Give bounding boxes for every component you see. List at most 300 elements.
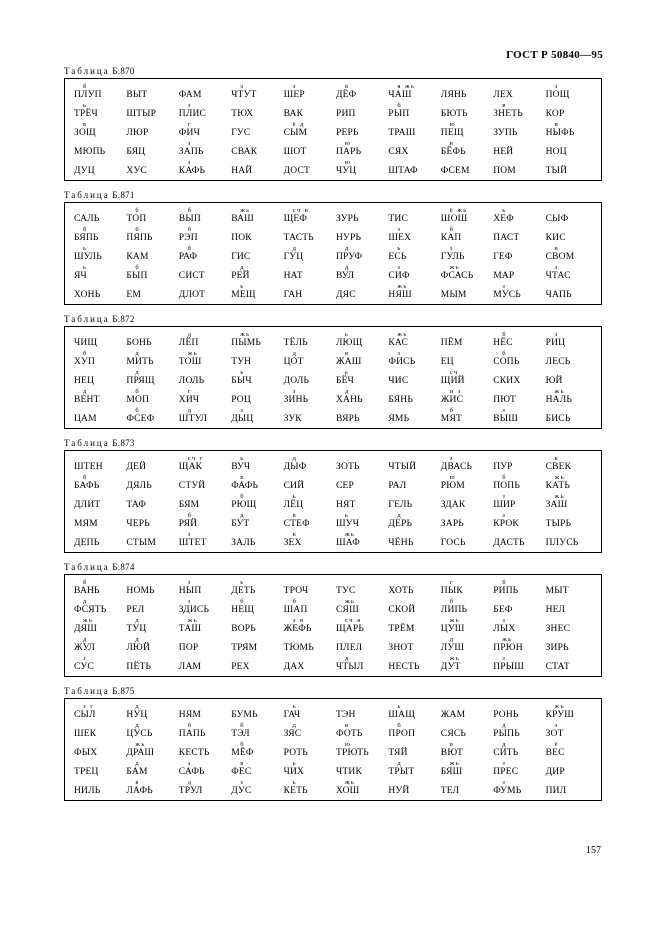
pronunciation-superscript: сч в: [292, 207, 310, 214]
table-row: [71, 722, 595, 741]
syllable-word: ПЫК: [440, 586, 463, 596]
syllable-word: РЕРЬ: [336, 128, 359, 138]
table-label: [64, 686, 602, 696]
table-label-word: Таблица: [64, 438, 110, 448]
word-cell: [543, 369, 595, 388]
syllable-word: РЕЛ: [126, 605, 145, 615]
word-cell: [281, 598, 333, 617]
syllable-word: ВУЧ: [231, 462, 251, 472]
syllable-word: ЛЫХ: [493, 624, 516, 634]
word-cell: [333, 245, 385, 264]
syllable-word: ШЕР: [283, 90, 305, 100]
pronunciation-superscript: д: [292, 722, 298, 729]
syllable-word: ФСАСЬ: [440, 271, 474, 281]
syllable-word: ФЫХ: [74, 748, 98, 758]
syllable-word: ШТЕН: [74, 462, 103, 472]
syllable-word: ЕСЬ: [388, 252, 407, 262]
syllable-word: ЛУШ: [440, 643, 465, 653]
pronunciation-superscript: [74, 369, 123, 376]
word-cell: [123, 531, 175, 550]
syllable-word: РЫП: [388, 109, 410, 119]
pronunciation-superscript: д: [135, 703, 141, 710]
word-cell: [333, 350, 385, 369]
word-cell: [71, 264, 123, 283]
word-cell: [228, 331, 280, 350]
syllable-word: ТРАШ: [388, 128, 416, 138]
word-cell: [123, 512, 175, 531]
word-cell: [490, 741, 542, 760]
syllable-word: ТОШ: [178, 357, 202, 367]
word-cell: [438, 83, 490, 102]
word-cell: [333, 207, 385, 226]
word-cell: [490, 579, 542, 598]
pronunciation-superscript: [388, 474, 437, 481]
pronunciation-superscript: б: [187, 226, 193, 233]
word-cell: [543, 159, 595, 178]
table-label-word: Таблица: [64, 562, 110, 572]
word-cell: [123, 140, 175, 159]
table-row: [71, 350, 595, 369]
word-cell: [71, 636, 123, 655]
syllable-word: МЯТ: [440, 414, 462, 424]
pronunciation-superscript: з: [502, 512, 507, 519]
word-cell: [71, 207, 123, 226]
word-cell: [123, 207, 175, 226]
word-cell: [333, 598, 385, 617]
syllable-word: БЕФ: [493, 605, 513, 615]
word-cell: [71, 760, 123, 779]
syllable-word: ХАНЬ: [336, 395, 363, 405]
syllable-word: ПУР: [493, 462, 513, 472]
syllable-word: ТРЕЦ: [74, 767, 99, 777]
table-number: Б.870: [109, 66, 135, 76]
syllable-word: ПОЩ: [545, 90, 570, 100]
syllable-word: РЭП: [178, 233, 198, 243]
syllable-word: ЯЧ: [74, 271, 87, 281]
syllable-word: КЕТЬ: [283, 786, 308, 796]
pronunciation-superscript: [388, 388, 437, 395]
syllable-word: ВАНЬ: [74, 586, 100, 596]
syllable-word: ЗДИСЬ: [178, 605, 210, 615]
word-cell: [438, 159, 490, 178]
pronunciation-superscript: [284, 226, 333, 233]
syllable-word: ДЯЛЬ: [126, 481, 152, 491]
pronunciation-superscript: [493, 388, 542, 395]
syllable-word: ДУС: [231, 786, 252, 796]
word-cell: [281, 264, 333, 283]
word-cell: [176, 350, 228, 369]
syllable-word: ЕЦ: [440, 357, 454, 367]
word-cell: [490, 350, 542, 369]
pronunciation-superscript: з: [554, 331, 559, 338]
pronunciation-superscript: [493, 264, 542, 271]
table-row: [71, 121, 595, 140]
word-cell: [333, 655, 385, 674]
pronunciation-superscript: [74, 455, 123, 462]
word-cell: [490, 369, 542, 388]
pronunciation-superscript: [546, 512, 595, 519]
word-cell: [438, 703, 490, 722]
word-cell: [543, 598, 595, 617]
syllable-word: ШАП: [283, 605, 308, 615]
word-cell: [71, 283, 123, 302]
word-cell: [176, 83, 228, 102]
word-cell: [333, 226, 385, 245]
pronunciation-superscript: д: [292, 350, 298, 357]
syllable-word: СКИХ: [493, 376, 521, 386]
pronunciation-superscript: д: [83, 636, 88, 643]
word-cell: [385, 779, 437, 798]
word-cell: [123, 226, 175, 245]
word-cell: [438, 264, 490, 283]
syllable-word: ТЫЙ: [545, 166, 568, 176]
syllable-word: САЛЬ: [74, 214, 100, 224]
pronunciation-superscript: жь: [502, 636, 513, 643]
pronunciation-superscript: [126, 245, 175, 252]
word-cell: [438, 579, 490, 598]
word-cell: [438, 636, 490, 655]
pronunciation-superscript: г: [187, 121, 192, 128]
syllable-word: ЛОЛЬ: [178, 376, 205, 386]
pronunciation-superscript: э: [292, 83, 297, 90]
word-cell: [333, 264, 385, 283]
syllable-word: РАФ: [178, 252, 198, 262]
word-cell: [543, 283, 595, 302]
table-row: [71, 331, 595, 350]
word-cell: [228, 264, 280, 283]
syllable-word: ЗИНЬ: [283, 395, 309, 405]
syllable-word: РЫПЬ: [493, 729, 520, 739]
syllable-word: ДЯШ: [74, 624, 98, 634]
word-cell: [228, 760, 280, 779]
word-cell: [438, 512, 490, 531]
pronunciation-superscript: [493, 121, 542, 128]
syllable-word: ПРЯЩ: [126, 376, 155, 386]
syllable-word: ТАСТЬ: [283, 233, 314, 243]
syllable-word: ХИЧ: [178, 395, 200, 405]
word-cell: [333, 159, 385, 178]
syllable-word: ЗАЛЬ: [231, 538, 256, 548]
syllable-word: ЧАПЬ: [545, 290, 572, 300]
pronunciation-superscript: [493, 369, 542, 376]
word-cell: [71, 226, 123, 245]
syllable-word: РЮМ: [440, 481, 465, 491]
pronunciation-superscript: б: [83, 226, 88, 233]
pronunciation-superscript: ё д: [292, 121, 305, 128]
pronunciation-superscript: ь: [345, 369, 350, 376]
word-cell: [176, 779, 228, 798]
syllable-word: РОТЬ: [283, 748, 308, 758]
word-cell: [176, 226, 228, 245]
syllable-word: ЧТАС: [545, 271, 571, 281]
pronunciation-superscript: ь: [397, 703, 402, 710]
pronunciation-superscript: ь: [292, 760, 298, 767]
word-cell: [176, 512, 228, 531]
syllable-word: ДЕТЬ: [231, 586, 256, 596]
syllable-word: ПЛИС: [178, 109, 207, 119]
word-cell: [385, 407, 437, 426]
pronunciation-superscript: ь: [292, 493, 298, 500]
pronunciation-superscript: [388, 531, 437, 538]
syllable-word: БЫЧ: [231, 376, 252, 386]
pronunciation-superscript: [126, 531, 175, 538]
pronunciation-superscript: [126, 579, 175, 586]
word-cell: [176, 760, 228, 779]
pronunciation-superscript: з: [240, 407, 245, 414]
word-cell: [281, 226, 333, 245]
pronunciation-superscript: [74, 159, 123, 166]
pronunciation-superscript: [546, 369, 595, 376]
word-cell: [71, 474, 123, 493]
word-cell: [438, 331, 490, 350]
syllable-word: ПИЛ: [545, 786, 567, 796]
syllable-word: РЮЩ: [231, 500, 257, 510]
syllable-word: ХЕФ: [493, 214, 514, 224]
pronunciation-superscript: [546, 579, 595, 586]
pronunciation-superscript: д: [397, 512, 403, 519]
pronunciation-superscript: [126, 102, 175, 109]
pronunciation-superscript: [179, 655, 228, 662]
word-cell: [490, 617, 542, 636]
syllable-word: МЫТ: [545, 586, 569, 596]
word-cell: [490, 407, 542, 426]
pronunciation-superscript: [336, 474, 385, 481]
syllable-word: БЯПЬ: [74, 233, 99, 243]
syllable-word: ЗНОТ: [388, 643, 414, 653]
word-cell: [333, 703, 385, 722]
pronunciation-superscript: ё: [554, 741, 559, 748]
word-cell: [490, 598, 542, 617]
pronunciation-superscript: д: [240, 512, 245, 519]
pronunciation-superscript: з: [187, 102, 192, 109]
pronunciation-superscript: [493, 83, 542, 90]
table-row: [71, 617, 595, 636]
table-row: [71, 207, 595, 226]
word-cell: [281, 283, 333, 302]
pronunciation-superscript: [126, 455, 175, 462]
pronunciation-superscript: б: [449, 598, 455, 605]
syllable-word: ПАПЬ: [178, 729, 206, 739]
syllable-word: ПАРЬ: [336, 147, 362, 157]
word-cell: [490, 264, 542, 283]
syllable-word: ТЮХ: [231, 109, 254, 119]
pronunciation-superscript: [336, 455, 385, 462]
word-cell: [438, 388, 490, 407]
syllable-word: НАТ: [283, 271, 303, 281]
word-cell: [490, 226, 542, 245]
word-cell: [385, 369, 437, 388]
word-cell: [176, 455, 228, 474]
pronunciation-superscript: [231, 350, 280, 357]
word-cell: [176, 264, 228, 283]
syllable-word: ВЫП: [178, 214, 201, 224]
word-cell: [123, 407, 175, 426]
pronunciation-superscript: [388, 598, 437, 605]
syllable-word: ЧИЩ: [74, 338, 98, 348]
syllable-word: РИП: [336, 109, 356, 119]
word-cell: [385, 388, 437, 407]
syllable-word: ПЕЩ: [440, 128, 464, 138]
pronunciation-superscript: в: [449, 140, 455, 147]
word-cell: [385, 455, 437, 474]
syllable-word: РИЦ: [545, 338, 566, 348]
word-cell: [438, 455, 490, 474]
word-cell: [438, 779, 490, 798]
pronunciation-superscript: д: [345, 388, 350, 395]
word-cell: [385, 722, 437, 741]
pronunciation-superscript: [179, 493, 228, 500]
word-cell: [281, 455, 333, 474]
pronunciation-superscript: б: [502, 331, 507, 338]
pronunciation-superscript: сч я: [345, 617, 362, 624]
word-cell: [333, 121, 385, 140]
pronunciation-superscript: [388, 369, 437, 376]
syllable-word: БЫП: [126, 271, 148, 281]
pronunciation-superscript: з: [397, 226, 402, 233]
word-cell: [123, 159, 175, 178]
pronunciation-superscript: жь: [345, 531, 356, 538]
pronunciation-superscript: [231, 617, 280, 624]
pronunciation-superscript: [231, 102, 280, 109]
table-grid: [64, 574, 602, 677]
pronunciation-superscript: [284, 264, 333, 271]
word-cell: [281, 512, 333, 531]
word-cell: [438, 283, 490, 302]
pronunciation-superscript: д: [502, 741, 507, 748]
table-grid: [64, 202, 602, 305]
pronunciation-superscript: ь: [345, 512, 350, 519]
word-cell: [281, 331, 333, 350]
word-cell: [228, 474, 280, 493]
word-cell: [228, 102, 280, 121]
pronunciation-superscript: з г: [83, 703, 95, 710]
syllable-word: ШЕК: [74, 729, 97, 739]
table-row: [71, 703, 595, 722]
word-cell: [333, 512, 385, 531]
word-cell: [438, 493, 490, 512]
pronunciation-superscript: [336, 226, 385, 233]
word-cell: [281, 121, 333, 140]
table-row: [71, 493, 595, 512]
pronunciation-superscript: [336, 703, 385, 710]
word-cell: [490, 245, 542, 264]
syllable-word: ЕМ: [126, 290, 142, 300]
syllable-word: ЗАШ: [545, 500, 568, 510]
pronunciation-superscript: [388, 493, 437, 500]
syllable-word: ДЁФ: [336, 90, 357, 100]
word-cell: [281, 140, 333, 159]
table-row: [71, 760, 595, 779]
table-grid: [64, 326, 602, 429]
word-cell: [123, 598, 175, 617]
word-cell: [333, 140, 385, 159]
word-cell: [438, 140, 490, 159]
syllable-word: ТРЮТЬ: [336, 748, 369, 758]
word-cell: [333, 579, 385, 598]
word-cell: [385, 655, 437, 674]
word-cell: [385, 159, 437, 178]
syllable-word: ЩИЙ: [440, 376, 465, 386]
syllable-word: ГИС: [231, 252, 251, 262]
pronunciation-superscript: [493, 455, 542, 462]
syllable-word: ТРЫТ: [388, 767, 415, 777]
word-cell: [71, 598, 123, 617]
syllable-word: РАЛ: [388, 481, 407, 491]
pronunciation-superscript: б: [83, 579, 88, 586]
word-cell: [71, 407, 123, 426]
pronunciation-superscript: [441, 83, 490, 90]
pronunciation-superscript: в: [135, 779, 140, 786]
syllable-word: ФИСЬ: [388, 357, 416, 367]
syllable-word: БЮТЬ: [440, 109, 468, 119]
word-cell: [438, 617, 490, 636]
syllable-word: ДЕПЬ: [74, 538, 100, 548]
word-cell: [176, 493, 228, 512]
pronunciation-superscript: [546, 102, 595, 109]
pronunciation-superscript: з: [502, 407, 507, 414]
syllable-word: БАФЬ: [74, 481, 100, 491]
syllable-word: ДВАСЬ: [440, 462, 473, 472]
pronunciation-superscript: б: [502, 579, 507, 586]
pronunciation-superscript: в: [240, 760, 245, 767]
table-row: [71, 102, 595, 121]
table-grid: [64, 450, 602, 553]
syllable-word: ЧЕРЬ: [126, 519, 150, 529]
syllable-word: ВЮТ: [440, 748, 464, 758]
syllable-word: СТЕФ: [283, 519, 310, 529]
pronunciation-superscript: б: [240, 741, 245, 748]
syllable-word: ШОШ: [440, 214, 468, 224]
pronunciation-superscript: [284, 369, 333, 376]
syllable-word: ГЕФ: [493, 252, 513, 262]
word-cell: [438, 102, 490, 121]
word-cell: [71, 617, 123, 636]
pronunciation-superscript: ь: [502, 207, 507, 214]
pronunciation-superscript: д: [502, 722, 507, 729]
syllable-word: ЛАМ: [178, 662, 202, 672]
pronunciation-superscript: з: [554, 722, 559, 729]
table-row: [71, 388, 595, 407]
pronunciation-superscript: жь: [345, 779, 356, 786]
pronunciation-superscript: [179, 264, 228, 271]
pronunciation-superscript: д: [135, 617, 141, 624]
word-cell: [543, 531, 595, 550]
pronunciation-superscript: [388, 455, 437, 462]
word-cell: [176, 474, 228, 493]
word-cell: [543, 655, 595, 674]
word-cell: [385, 140, 437, 159]
pronunciation-superscript: жь: [449, 617, 461, 624]
syllable-word: НЯШ: [388, 290, 412, 300]
word-cell: [228, 226, 280, 245]
word-cell: [385, 264, 437, 283]
word-cell: [176, 579, 228, 598]
word-cell: [333, 493, 385, 512]
pronunciation-superscript: [126, 159, 175, 166]
pronunciation-superscript: д: [240, 264, 245, 271]
word-cell: [228, 159, 280, 178]
word-cell: [385, 703, 437, 722]
syllable-word: ШТУЛ: [178, 414, 208, 424]
pronunciation-superscript: [546, 779, 595, 786]
word-cell: [281, 474, 333, 493]
table-row: [71, 140, 595, 159]
word-cell: [543, 760, 595, 779]
pronunciation-superscript: [493, 140, 542, 147]
pronunciation-superscript: [126, 283, 175, 290]
word-cell: [385, 579, 437, 598]
syllable-word: ПРУФ: [336, 252, 363, 262]
